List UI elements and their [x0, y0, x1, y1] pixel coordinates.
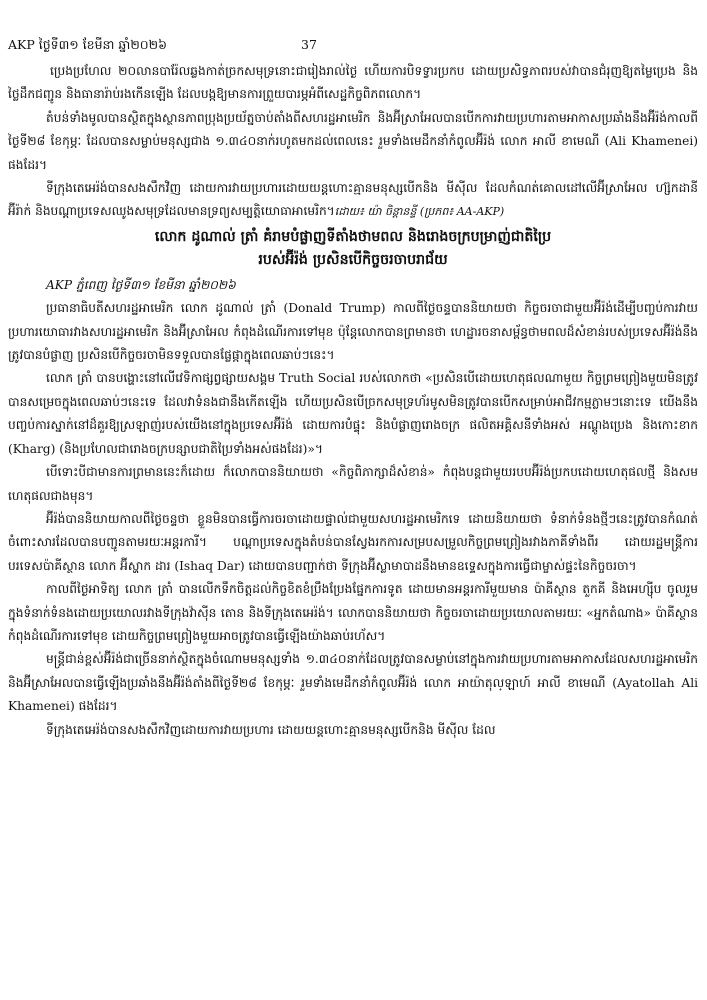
article2-paragraph-5: កាលពីថ្ងៃអាទិត្យ លោក ត្រាំ បានលើកទឹកចិត្តដល់កិច្ចខិតខំប្រឹងប្រែងផ្នែកការទូត ដោយមានអន្តរការីមួយមាន ប៉ាគីស្ថាន តួកគី និងអេហ្ស៊ីប ចូលរួមក្នុងទំនាក់ទំនងដោយប្រយោលរវាងទីក្រុងវ៉ាស៊ីន តោន និងទីក្រុងតេអេរ៉ង់។ លោកបាននិយាយថា កិច្ចចរចាដោយប្រយោលតាមរយៈ «អ្នកតំណាង» ប៉ាគីស្ថាន កំពុងដំណើរការទៅមុខ ដោយកិច្ចព្រមព្រៀងមួយអាចត្រូវបានធ្វើឡើងយ៉ាងឆាប់រហ័ស។	[8, 582, 698, 643]
article2-headline-line-1: លោក ដូណាល់ ត្រាំ គំរាមបំផ្លាញទីតាំងថាមពល និងរោងចក្របម្រាញ់ជាតិប្រៃ	[154, 228, 552, 245]
article1-paragraph-3-text: ទីក្រុងតេអេរ៉ង់បានសងសឹកវិញ ដោយការវាយប្រហារដោយយន្តហោះគ្មានមនុស្សបើកនិង មីស៊ីល ដែលកំណត់គោលដៅលើអ៊ីស្រាអែល ហ្ស៊កដានី អ៊ីរ៉ាក់ និងបណ្ដាប្រទេសឈូងសមុទ្រដែលមានទ្រព្យសម្បត្តិយោធាអាមេរិក។	[8, 181, 698, 219]
article1-paragraph-1: ប្រេងប្រហែល ២០លានបារ៉ែលឆ្លងកាត់ច្រកសមុទ្រនោះជារៀងរាល់ថ្ងៃ ហើយការបិទទ្វារប្រកប ដោយប្រសិទ្ធភាពរបស់វាបានជំរុញឱ្យតម្លៃប្រេង និងថ្លៃដឹកជញ្ជូន និងធានារ៉ាប់រងកើនឡើង ដែលបង្កឱ្យមានការព្រួយបារម្ភអំពីសេដ្ឋកិច្ចពិភពលោក។	[8, 64, 698, 102]
page-body	[8, 60, 698, 742]
article2-paragraph-6: មន្ត្រីជាន់ខ្ពស់អ៊ីរ៉ង់ជាច្រើននាក់ស្ថិតក្នុងចំណោមមនុស្សទាំង ១.៣៤០នាក់ដែលត្រូវបានសម្លាប់នៅក្នុងការវាយប្រហារតាមអាកាសដែលសហរដ្ឋអាមេរិក និងអ៊ីស្រាអែលបានធ្វើឡើងប្រឆាំងនឹងអ៊ីរ៉ង់តាំងពីថ្ងៃទី២៨ ខែកុម្ភៈ រួមទាំងមេដឹកនាំកំពូលអ៊ីរ៉ង់ លោក អាយ៉ាតុល្ឡាហ៍ អាលី ខាមេណី (Ayatollah Ali Khamenei) ផងដែរ។	[8, 652, 698, 714]
article2-headline	[8, 226, 698, 272]
article1-paragraph-3	[8, 177, 698, 224]
article2-paragraph-7: ទីក្រុងតេអេរ៉ង់បានសងសឹកវិញដោយការវាយប្រហារ ដោយយន្តហោះគ្មានមនុស្សបើកនិង មីស៊ីល ដែល	[46, 722, 496, 737]
page-number: 37	[301, 37, 317, 52]
article1-credit: ដោយ៖ យ៉ា ចិន្ដានន្ទី (ប្រភព៖ AA-AKP)	[334, 205, 505, 219]
article2-paragraph-1: ប្រធានាធិបតីសហរដ្ឋអាមេរិក លោក ដូណាល់ ត្រាំ (Donald Trump) កាលពីថ្ងៃចន្ទបាននិយាយថា កិច្ចចរចាជាមួយអ៊ីរ៉ង់ដើម្បីបញ្ចប់ការវាយប្រហារយោធារវាងសហរដ្ឋអាមេរិក និងអ៊ីស្រាអែល កំពុងដំណើរការទៅមុខ ប៉ុន្តែលោកបានព្រមានថា ហេដ្ឋារចនាសម្ព័ន្ធថាមពលដ៏សំខាន់របស់ប្រទេសអ៊ីរ៉ង់នឹងត្រូវបានបំផ្លាញ ប្រសិនបើកិច្ចចរចាមិនទទួលបានផ្លែផ្កាក្នុងពេលឆាប់ៗនេះ។	[8, 301, 698, 363]
article2-headline-line-2: របស់អ៊ីរ៉ង់ ប្រសិនបើកិច្ចចរចាបរាជ័យ	[258, 251, 448, 268]
article2-paragraph-3: បើទោះបីជាមានការព្រមាននេះក៏ដោយ ក៏លោកបាននិយាយថា «កិច្ចពិភាក្សាដ៏សំខាន់» កំពុងបន្តជាមួយរបបអ៊ីរ៉ង់ប្រកបដោយហេតុផលថ្មី និងសមហេតុផលជាងមុន។	[8, 465, 698, 503]
article2-dateline: AKP ភ្នំពេញ ថ្ងៃទី៣១ ខែមីនា ឆ្នាំ២០២៦	[46, 277, 236, 292]
article2-paragraph-4: អ៊ីរ៉ង់បាននិយាយកាលពីថ្ងៃចន្ទថា ខ្លួនមិនបានធ្វើការចរចាដោយផ្ទាល់ជាមួយសហរដ្ឋអាមេរិកទេ ដោយនិយាយថា ទំនាក់ទំនងថ្មីៗនេះត្រូវបានកំណត់ចំពោះសារដែលបានបញ្ជូនតាមរយៈអន្តរការី។ បណ្ដាប្រទេសក្នុងតំបន់បានស្វែងរកការសម្របសម្រួលកិច្ចព្រមព្រៀងរវាងភាគីទាំងពីរ ដោយរដ្ឋមន្ត្រីការបរទេសប៉ាគីស្ថាន លោក អ៊ីស្ហាក ដារ (Ishaq Dar) ដោយបានបញ្ជាក់ថា ទីក្រុងអ៊ីស្លាមាបាដនឹងមានឧទ្ទេសក្នុងការធ្វើជាម្ចាស់ផ្ទះនៃកិច្ចចរចា។	[8, 511, 698, 573]
header-source-date: AKP ថ្ងៃទី៣១ ខែមីនា ឆ្នាំ២០២៦	[8, 37, 167, 52]
page-header	[8, 36, 698, 54]
article2-paragraph-2: លោក ត្រាំ បានបង្ហោះនៅលើវេទិកាផ្សព្វផ្សាយសង្គម Truth Social របស់លោកថា «ប្រសិនបើដោយហេតុផលណាមួយ កិច្ចព្រមព្រៀងមួយមិនត្រូវបានសម្រេចក្នុងពេលឆាប់ៗនេះទេ ដែលវាទំនងជានឹងកើតឡើង ហើយប្រសិនបើច្រកសមុទ្រហ័រមូសមិនត្រូវបានបើកសម្រាប់អាជីវកម្មភ្លាមៗនោះទេ យើងនឹងបញ្ចប់ការស្នាក់នៅដ៏គួរឱ្យស្រឡាញ់របស់យើងនៅក្នុងប្រទេសអ៊ីរ៉ង់ ដោយការបំផ្ទុះ និងបំផ្លាញរោងចក្រ ផលិតអគ្គិសនីទាំងអស់ អណ្ដូងប្រេង និងកោះខាក (Kharg) (និងប្រហែលជារោងចក្របន្សាបជាតិប្រៃទាំងអស់ផងដែរ)»។	[8, 371, 698, 456]
article1-paragraph-2: តំបន់ទាំងមូលបានស្ថិតក្នុងស្ថានភាពប្រុងប្រយ័ត្នចាប់តាំងពីសហរដ្ឋអាមេរិក និងអ៊ីស្រាអែលបានបើកការវាយប្រហារតាមអាកាសប្រឆាំងនឹងអ៊ីរ៉ង់កាលពីថ្ងៃទី២៨ ខែកុម្ភៈ ដែលបានសម្លាប់មនុស្សជាង ១.៣៤០នាក់រហូតមកដល់ពេលនេះ រួមទាំងមេដឹកនាំកំពូលអ៊ីរ៉ង់ លោក អាលី ខាមេណី (Ali Khamenei) ផងដែរ។	[8, 110, 698, 172]
